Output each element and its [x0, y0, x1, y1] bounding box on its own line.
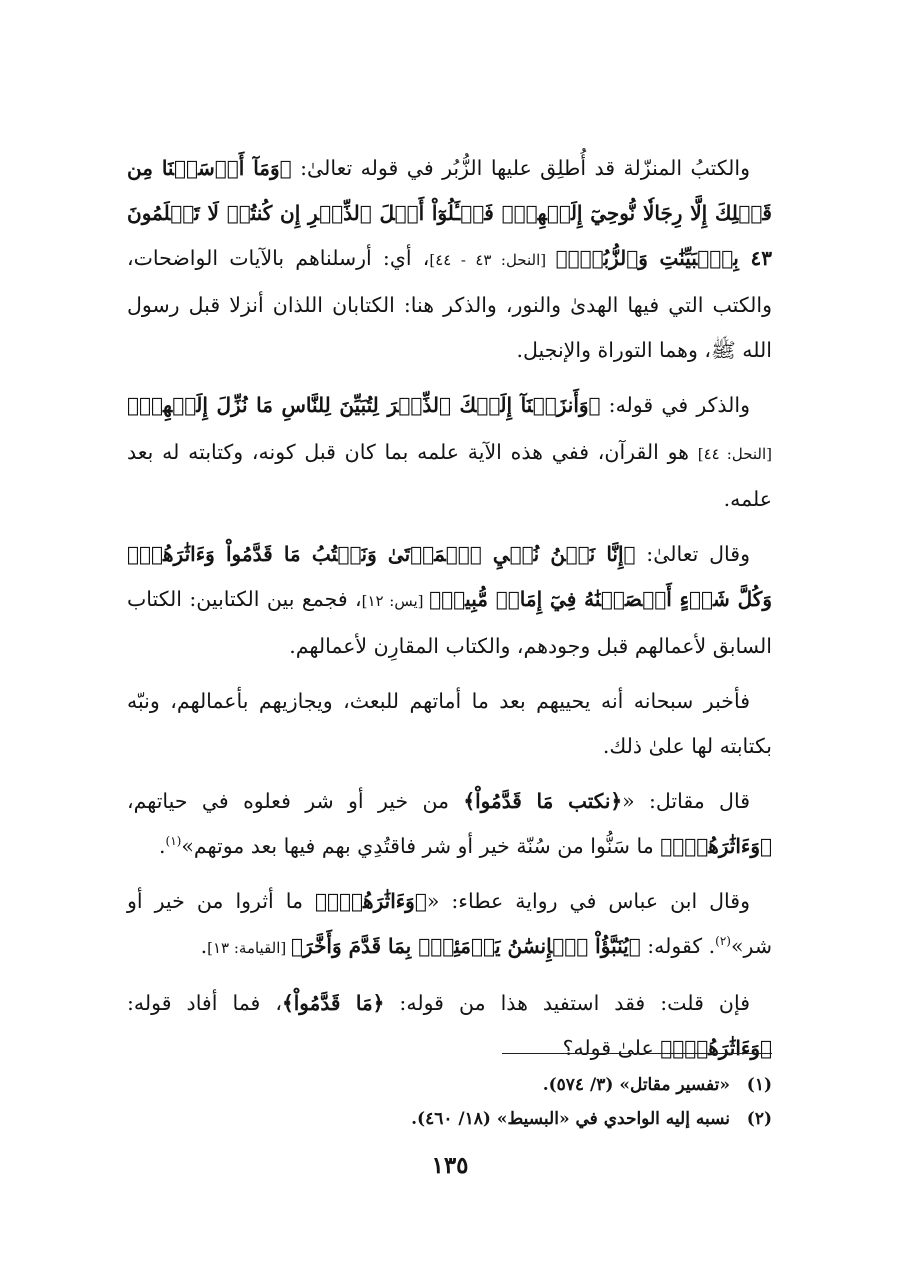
paragraph-text: .	[159, 834, 166, 858]
footnote	[127, 1102, 772, 1136]
footnote-number: (١)	[746, 1075, 772, 1095]
quran-verse: ﴿إِنَّا نَحۡنُ نُحۡيِ ٱلۡمَوۡتَىٰ وَنَكۡتُبُ مَا قَدَّمُواْ وَءَاثَٰرَهُمۡۚ وَكُلَّ شَيۡءٍ أَحۡصَيۡنَٰهُ فِيٓ إِمَامٖ مُّبِينٖ﴾	[127, 542, 772, 611]
verse-reference: [النحل: ٤٣ - ٤٤]	[429, 251, 556, 269]
footnote-divider	[502, 1053, 772, 1054]
quran-verse: ﴿نكتب مَا قَدَّمُواْ﴾	[463, 789, 623, 813]
main-text	[127, 146, 772, 1081]
paragraph	[127, 779, 772, 869]
paragraph-text: ، أي: أرسلناهم بالآيات الواضحات، والكتب التي فيها الهدىٰ والنور، والذكر هنا: الكتابان اللذان أنزلا قبل رسول الله ﷺ، وهما التوراة والإنجيل.	[127, 246, 772, 362]
footnotes	[127, 1068, 772, 1136]
footnote-marker: (١)	[165, 834, 182, 849]
quran-verse: ﴿وَءَاثَٰرَهُمۡۚ﴾	[660, 834, 772, 858]
paragraph-text: هو القرآن، ففي هذه الآية علمه بما كان قبل كونه، وكتابته له بعد علمه.	[127, 440, 772, 511]
paragraph-text: وقال ابن عباس في رواية عطاء: «	[426, 889, 751, 913]
quran-verse: ﴿يُنَبَّؤُاْ ٱلۡإِنسَٰنُ يَوۡمَئِذِۭ بِمَا قَدَّمَ وَأَخَّرَ﴾	[291, 934, 641, 958]
page-number: ١٣٥	[431, 1152, 469, 1179]
verse-reference: [القيامة: ١٣]	[207, 939, 292, 957]
paragraph	[127, 532, 772, 669]
paragraph-text: من خير أو شر فعلوه في حياتهم،	[127, 789, 464, 813]
quran-verse: ﴿وَمَآ أَرۡسَلۡنَا مِن قَبۡلِكَ إِلَّا رِجَالٗا نُّوحِيٓ إِلَيۡهِمۡۖ فَسۡـَٔلُوٓاْ أَهۡلَ ٱلذِّكۡرِ إِن كُنتُمۡ لَا تَعۡلَمُونَ ٤٣ بِٱلۡبَيِّنَٰتِ وَٱلزُّبُرِۗ﴾	[127, 156, 772, 270]
quran-verse: ﴿وَءَاثَٰرَهُمۡۚ﴾	[315, 889, 427, 913]
quran-verse: ﴿وَأَنزَلۡنَآ إِلَيۡكَ ٱلذِّكۡرَ لِتُبَيِّنَ لِلنَّاسِ مَا نُزِّلَ إِلَيۡهِمۡ﴾	[127, 393, 601, 417]
quran-verse: ﴿مَا قَدَّمُواْ﴾	[282, 991, 385, 1015]
paragraph-text: ، فما أفاد قوله:	[127, 991, 283, 1015]
paragraph-text: والكتبُ المنزّلة قد أُطلِق عليها الزُّبُر في قوله تعالىٰ:	[291, 156, 751, 180]
verse-reference: [النحل: ٤٤]	[697, 445, 773, 463]
paragraph	[127, 981, 772, 1071]
paragraph-text: فأخبر سبحانه أنه يحييهم بعد ما أماتهم للبعث، ويجازيهم بأعمالهم، ونبّه بكتابته لها علىٰ ذلك.	[127, 689, 772, 758]
paragraph-text: علىٰ قوله؟	[562, 1036, 661, 1060]
footnote-text: «تفسير مقاتل» (٣/ ٥٧٤).	[542, 1075, 730, 1095]
footnote	[127, 1068, 772, 1102]
verse-reference: [يس: ١٢]	[361, 592, 430, 610]
paragraph	[127, 679, 772, 769]
quran-verse: ﴿وَءَاثَٰرَهُمۡۚ﴾	[660, 1036, 772, 1060]
paragraph-text: ، فجمع بين الكتابين: الكتاب السابق لأعمالهم قبل وجودهم، والكتاب المقارِن لأعمالهم.	[127, 587, 772, 658]
paragraph	[127, 383, 772, 522]
paragraph-text: قال مقاتل: «	[622, 789, 751, 813]
footnote-marker: (٢)	[715, 934, 731, 949]
footnote-number: (٢)	[746, 1109, 772, 1129]
paragraph-text: فإن قلت: فقد استفيد هذا من قوله:	[384, 991, 751, 1015]
paragraph-text: وقال تعالىٰ:	[635, 542, 750, 566]
paragraph-text: . كقوله:	[640, 934, 716, 958]
footnote-text: نسبه إليه الواحدي في «البسيط» (١٨/ ٤٦٠).	[411, 1109, 730, 1129]
paragraph	[127, 879, 772, 971]
paragraph-text: والذكر في قوله:	[600, 393, 750, 417]
paragraph	[127, 146, 772, 373]
paragraph-text: ما أثروا من خير أو شر»	[127, 889, 772, 958]
paragraph-text: .	[200, 934, 208, 958]
paragraph-text: ما سَنُّوا من سُنّة خير أو شر فاقتُدِي بهم فيها بعد موتهم»	[181, 834, 661, 858]
